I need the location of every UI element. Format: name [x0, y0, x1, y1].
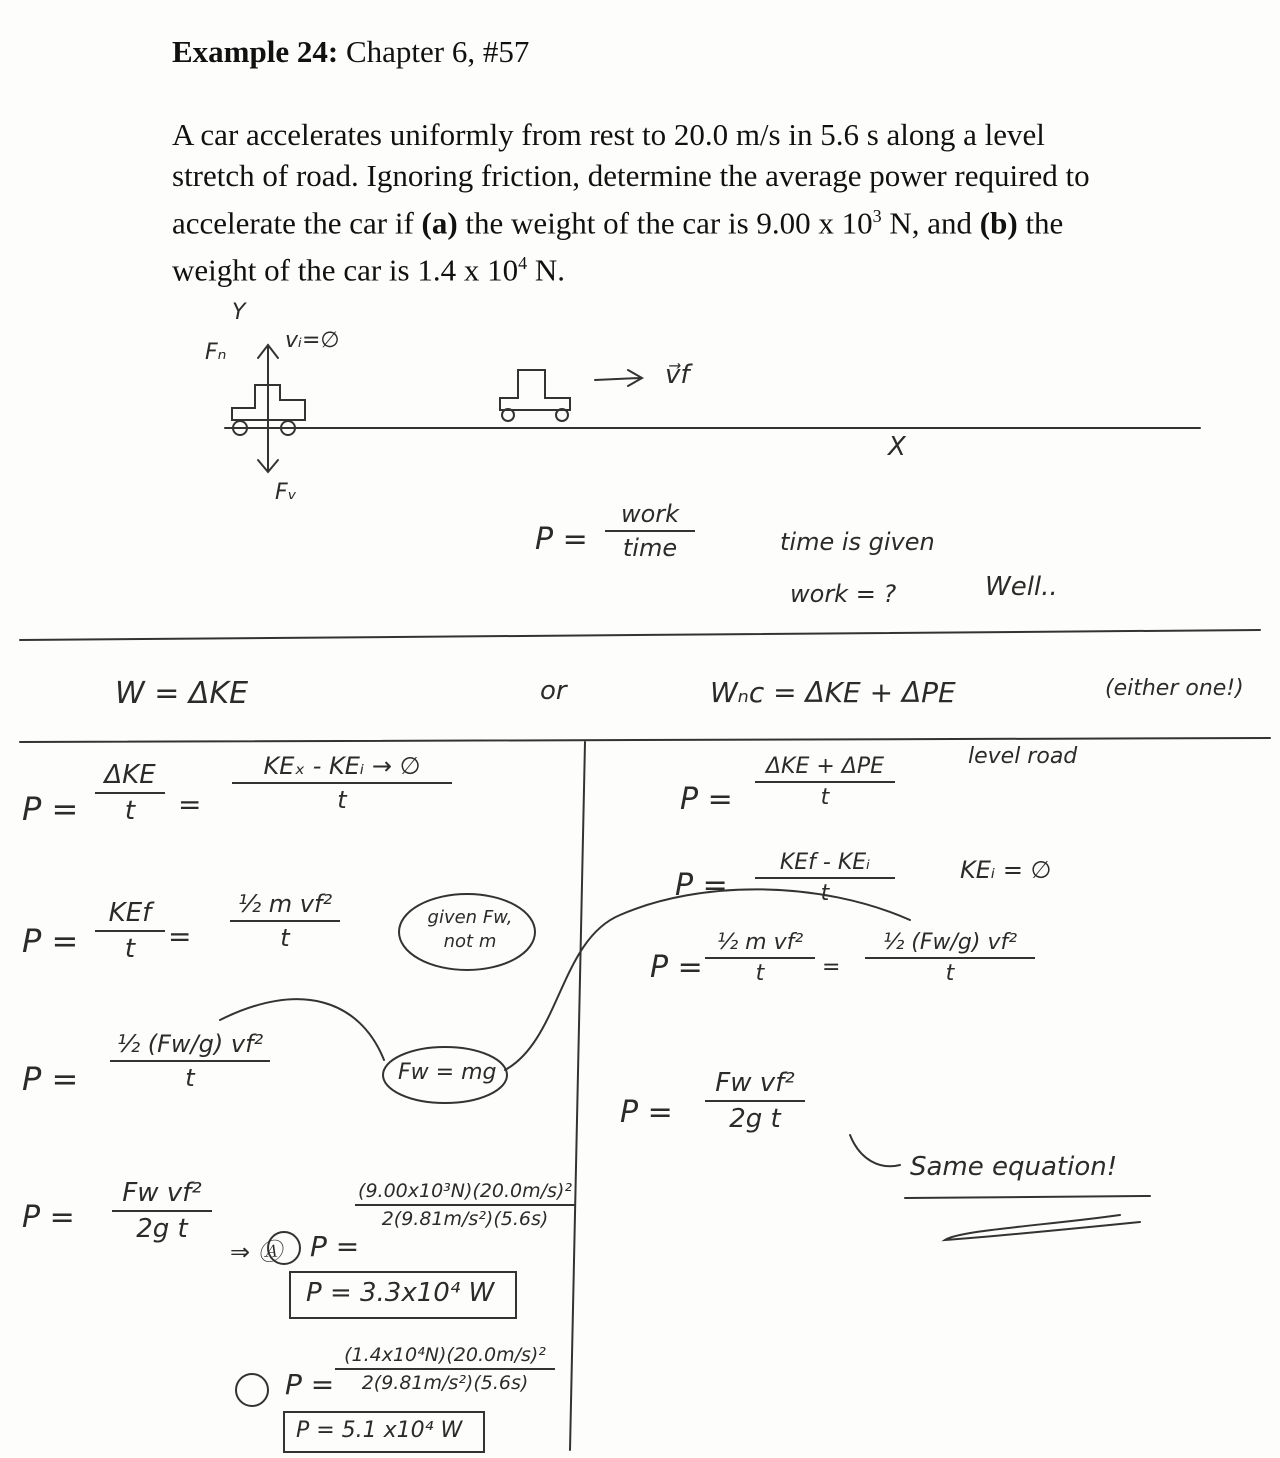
x-axis-label: X	[888, 432, 906, 462]
left-line3-p: P =	[22, 1060, 79, 1098]
problem-text-2: the weight of the car is 9.00 x 10	[457, 205, 873, 241]
note-work-unknown: work = ?	[790, 580, 897, 608]
left-line4-p: P =	[22, 1200, 75, 1235]
left-line3-num: ½ (Fw/g) vf²	[116, 1030, 264, 1058]
part-a-frac	[355, 1180, 575, 1230]
right-line3-den: t	[755, 961, 765, 986]
left-line2-frac2	[230, 890, 340, 952]
right-line3-p: P =	[650, 950, 703, 985]
work-nc-equation: Wₙc = ΔKE + ΔPE	[710, 676, 956, 709]
right-line2-den: t	[820, 881, 830, 906]
part-b-result: P = 5.1 x10⁴ W	[296, 1418, 463, 1443]
y-axis-label: Y	[232, 300, 246, 325]
note-well: Well..	[985, 572, 1058, 602]
problem-text-4: the weight of the car is 1.4 x 10	[172, 205, 1064, 288]
bubble-fw-mg-text: Fw = mg	[398, 1060, 497, 1085]
car-sketch-moving	[500, 370, 570, 410]
part-a-label: (a)	[421, 205, 458, 241]
left-line1-frac2	[232, 752, 452, 814]
left-line4-num: Fw vf²	[122, 1178, 202, 1208]
problem-text-3: N, and	[881, 205, 980, 241]
left-line1-eq: =	[178, 788, 202, 821]
right-line1-p: P =	[680, 782, 733, 817]
power-def-numerator: work	[620, 500, 680, 528]
arrow-to-part-a: ⇒ Ⓐ	[230, 1238, 282, 1266]
left-line2-num: KEf	[108, 898, 152, 928]
left-line2-frac	[95, 898, 165, 964]
part-b-p: P =	[285, 1368, 335, 1401]
example-label: Example 24:	[172, 34, 339, 69]
right-line3-den2: t	[945, 961, 955, 986]
power-def-p: P =	[535, 522, 588, 557]
left-line1-num2: KEₓ - KEᵢ → ∅	[263, 752, 421, 780]
right-line4-num: Fw vf²	[715, 1068, 795, 1098]
left-line1-den2: t	[337, 786, 347, 814]
problem-text-5: N.	[527, 252, 565, 288]
bubble-given-fw-text: given Fw, not m	[427, 907, 513, 952]
exponent-a: 3	[872, 206, 882, 226]
divider-middle	[20, 738, 1270, 742]
velocity-arrow	[595, 370, 642, 386]
right-line1-frac	[755, 754, 895, 810]
part-b-label: (b)	[979, 205, 1018, 241]
note-time-given: time is given	[780, 528, 935, 556]
or-label: or	[540, 676, 567, 706]
left-line1-num: ΔKE	[104, 760, 156, 790]
circle-mark-b	[236, 1374, 268, 1406]
left-line2-num2: ½ m vf²	[237, 890, 333, 918]
right-line1-den: t	[820, 785, 830, 810]
right-line4-den: 2g t	[729, 1104, 781, 1134]
work-ke-equation: W = ΔKE	[115, 676, 249, 711]
left-line3-frac	[110, 1030, 270, 1092]
right-line4-frac	[705, 1068, 805, 1134]
column-divider	[570, 742, 585, 1450]
same-equation-underline-2	[945, 1215, 1140, 1240]
right-line2-num: KEf - KEᵢ	[779, 850, 871, 875]
right-line2-p: P =	[675, 868, 728, 903]
either-one-note: (either one!)	[1105, 676, 1244, 701]
right-line3-frac2	[865, 930, 1035, 986]
part-a-numerator: (9.00x10³N)(20.0m/s)²	[358, 1180, 572, 1202]
left-line3-den: t	[185, 1064, 195, 1092]
left-line1-p: P =	[22, 790, 79, 828]
level-road-note: level road	[968, 744, 1078, 769]
problem-text-1: A car accelerates uniformly from rest to 20.0 m/s in 5.6 s along a level stretch of road. Ignoring friction, determine the average power required to accelerate the car if	[172, 117, 1090, 241]
left-line1-den: t	[124, 796, 136, 826]
same-equation-underline-1	[905, 1196, 1150, 1198]
right-line4-p: P =	[620, 1095, 673, 1130]
right-line3-frac	[705, 930, 815, 986]
normal-force-label: Fₙ	[205, 340, 227, 365]
power-def-denominator: time	[622, 534, 678, 562]
same-equation-arrow	[850, 1135, 900, 1166]
left-line4-den: 2g t	[136, 1214, 188, 1244]
final-velocity-label: v⃗f	[665, 360, 690, 390]
right-line1-num: ΔKE + ΔPE	[765, 754, 884, 779]
weight-force-label: Fᵥ	[275, 480, 297, 505]
initial-ke-zero-note: KEᵢ = ∅	[960, 856, 1052, 884]
right-line3-num2: ½ (Fw/g) vf²	[882, 930, 1018, 955]
initial-velocity-label: vᵢ=∅	[285, 328, 340, 353]
exponent-b: 4	[518, 253, 528, 274]
power-def-fraction	[605, 500, 695, 562]
part-b-frac	[335, 1344, 555, 1394]
chapter-reference: Chapter 6, #57	[345, 34, 530, 69]
part-a-denominator: 2(9.81m/s²)(5.6s)	[381, 1208, 549, 1230]
right-line2-frac	[755, 850, 895, 906]
part-b-denominator: 2(9.81m/s²)(5.6s)	[361, 1372, 529, 1394]
part-b-numerator: (1.4x10⁴N)(20.0m/s)²	[344, 1344, 546, 1366]
part-a-p: P =	[310, 1230, 360, 1263]
right-line3-eq: =	[822, 955, 841, 980]
left-line2-eq: =	[168, 920, 192, 953]
divider-top	[20, 630, 1260, 640]
left-line2-p: P =	[22, 922, 79, 960]
same-equation-note: Same equation!	[910, 1152, 1118, 1182]
left-line2-den: t	[124, 934, 136, 964]
part-a-result: P = 3.3x10⁴ W	[306, 1278, 495, 1308]
left-line4-frac	[112, 1178, 212, 1244]
left-line1-frac	[95, 760, 165, 826]
right-line3-num: ½ m vf²	[716, 930, 804, 955]
left-line2-den2: t	[280, 924, 290, 952]
